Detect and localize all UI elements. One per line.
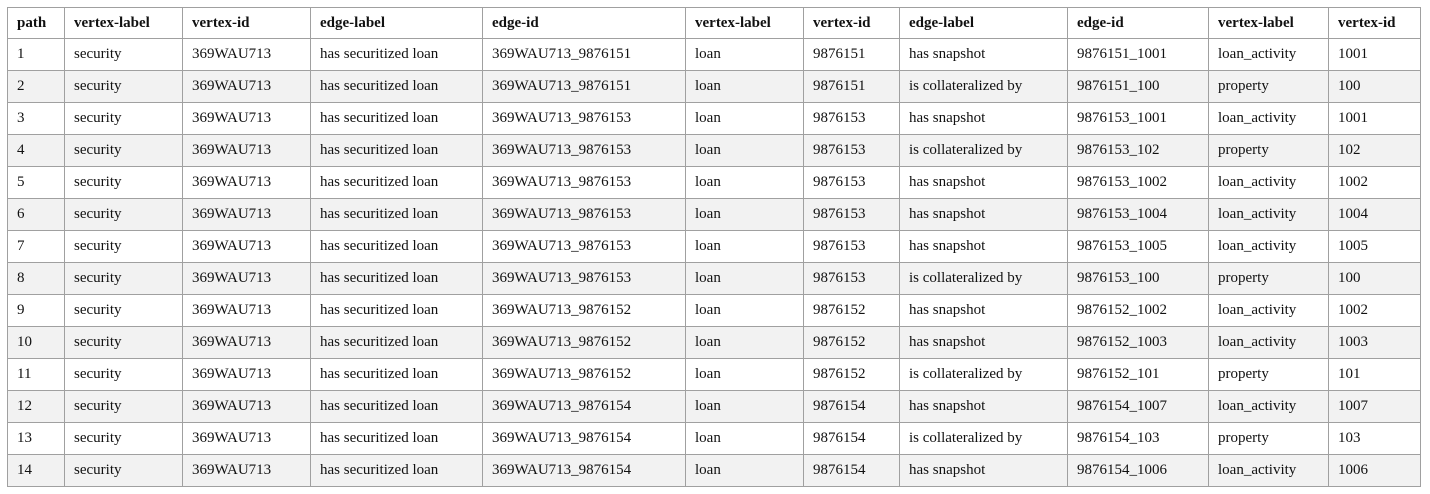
table-cell: 9876154	[804, 391, 900, 423]
table-row	[8, 327, 1421, 359]
table-cell: has securitized loan	[311, 71, 483, 103]
table-cell: loan_activity	[1209, 39, 1329, 71]
table-cell: 369WAU713	[183, 199, 311, 231]
table-cell: security	[65, 423, 183, 455]
table-cell: has snapshot	[900, 295, 1068, 327]
table-cell: loan	[686, 71, 804, 103]
path-number-cell: 7	[8, 231, 65, 263]
table-cell: 369WAU713_9876153	[483, 231, 686, 263]
table-cell: 369WAU713	[183, 231, 311, 263]
table-cell: has securitized loan	[311, 39, 483, 71]
table-cell: is collateralized by	[900, 135, 1068, 167]
table-cell: 369WAU713	[183, 391, 311, 423]
path-number-cell: 10	[8, 327, 65, 359]
table-row	[8, 71, 1421, 103]
table-cell: loan	[686, 455, 804, 487]
table-cell: 1004	[1329, 199, 1421, 231]
table-cell: property	[1209, 71, 1329, 103]
path-number-cell: 3	[8, 103, 65, 135]
table-cell: is collateralized by	[900, 71, 1068, 103]
table-cell: 369WAU713_9876152	[483, 327, 686, 359]
table-cell: 9876153	[804, 199, 900, 231]
table-cell: 9876153_1002	[1068, 167, 1209, 199]
table-cell: has snapshot	[900, 455, 1068, 487]
table-cell: 9876152	[804, 327, 900, 359]
table-cell: 1001	[1329, 39, 1421, 71]
table-cell: loan_activity	[1209, 167, 1329, 199]
column-header-1-vertex-label: vertex-label	[65, 8, 183, 39]
table-cell: 369WAU713_9876153	[483, 167, 686, 199]
table-cell: 369WAU713	[183, 295, 311, 327]
table-cell: 9876153	[804, 103, 900, 135]
table-cell: 9876153	[804, 167, 900, 199]
table-cell: loan	[686, 231, 804, 263]
table-cell: 9876154	[804, 423, 900, 455]
path-number-cell: 4	[8, 135, 65, 167]
table-cell: has securitized loan	[311, 199, 483, 231]
table-cell: has snapshot	[900, 327, 1068, 359]
table-cell: 1005	[1329, 231, 1421, 263]
table-cell: loan	[686, 39, 804, 71]
table-cell: 369WAU713_9876152	[483, 295, 686, 327]
path-number-cell: 14	[8, 455, 65, 487]
table-cell: has securitized loan	[311, 423, 483, 455]
table-cell: 369WAU713_9876153	[483, 263, 686, 295]
table-cell: loan_activity	[1209, 199, 1329, 231]
table-cell: 9876154_1007	[1068, 391, 1209, 423]
table-cell: property	[1209, 135, 1329, 167]
table-header-row	[8, 8, 1421, 39]
table-cell: loan	[686, 135, 804, 167]
table-cell: loan_activity	[1209, 231, 1329, 263]
table-row	[8, 295, 1421, 327]
table-cell: 369WAU713_9876153	[483, 199, 686, 231]
table-cell: has securitized loan	[311, 135, 483, 167]
table-cell: has securitized loan	[311, 103, 483, 135]
table-cell: property	[1209, 359, 1329, 391]
table-cell: loan	[686, 359, 804, 391]
table-cell: 1003	[1329, 327, 1421, 359]
table-cell: 9876154_103	[1068, 423, 1209, 455]
table-cell: 369WAU713	[183, 327, 311, 359]
table-cell: 369WAU713_9876151	[483, 71, 686, 103]
table-cell: 369WAU713	[183, 135, 311, 167]
path-number-cell: 6	[8, 199, 65, 231]
table-cell: 369WAU713_9876152	[483, 359, 686, 391]
table-cell: 9876153	[804, 263, 900, 295]
table-cell: 9876153	[804, 231, 900, 263]
table-cell: 369WAU713_9876151	[483, 39, 686, 71]
path-number-cell: 11	[8, 359, 65, 391]
table-cell: 369WAU713	[183, 39, 311, 71]
table-cell: loan	[686, 103, 804, 135]
table-cell: security	[65, 359, 183, 391]
table-cell: 9876152_101	[1068, 359, 1209, 391]
table-cell: security	[65, 39, 183, 71]
column-header-7-edge-label: edge-label	[900, 8, 1068, 39]
table-cell: 9876154_1006	[1068, 455, 1209, 487]
table-body	[8, 39, 1421, 487]
table-cell: 9876151_1001	[1068, 39, 1209, 71]
table-cell: property	[1209, 263, 1329, 295]
table-cell: 369WAU713	[183, 103, 311, 135]
table-row	[8, 167, 1421, 199]
table-cell: loan_activity	[1209, 327, 1329, 359]
table-cell: 369WAU713_9876153	[483, 103, 686, 135]
table-cell: security	[65, 103, 183, 135]
path-number-cell: 5	[8, 167, 65, 199]
table-cell: security	[65, 295, 183, 327]
column-header-9-vertex-label: vertex-label	[1209, 8, 1329, 39]
table-cell: property	[1209, 423, 1329, 455]
table-cell: security	[65, 199, 183, 231]
table-cell: has snapshot	[900, 391, 1068, 423]
column-header-6-vertex-id: vertex-id	[804, 8, 900, 39]
table-cell: has securitized loan	[311, 263, 483, 295]
table-cell: 1002	[1329, 295, 1421, 327]
table-row	[8, 103, 1421, 135]
table-cell: 9876152_1002	[1068, 295, 1209, 327]
table-cell: 1007	[1329, 391, 1421, 423]
table-cell: has securitized loan	[311, 295, 483, 327]
table-cell: has securitized loan	[311, 391, 483, 423]
table-cell: 1002	[1329, 167, 1421, 199]
table-cell: 369WAU713_9876153	[483, 135, 686, 167]
table-cell: 9876153	[804, 135, 900, 167]
table-cell: 9876153_102	[1068, 135, 1209, 167]
table-cell: is collateralized by	[900, 423, 1068, 455]
table-row	[8, 199, 1421, 231]
table-cell: has securitized loan	[311, 359, 483, 391]
table-cell: 100	[1329, 71, 1421, 103]
table-cell: has snapshot	[900, 103, 1068, 135]
column-header-0-path: path	[8, 8, 65, 39]
table-cell: 369WAU713	[183, 167, 311, 199]
table-cell: 103	[1329, 423, 1421, 455]
table-cell: 100	[1329, 263, 1421, 295]
column-header-4-edge-id: edge-id	[483, 8, 686, 39]
table-cell: 9876153_1001	[1068, 103, 1209, 135]
table-cell: loan	[686, 263, 804, 295]
path-number-cell: 8	[8, 263, 65, 295]
table-row	[8, 135, 1421, 167]
table-cell: 369WAU713	[183, 71, 311, 103]
table-cell: has securitized loan	[311, 167, 483, 199]
table-cell: 369WAU713_9876154	[483, 455, 686, 487]
table-cell: loan	[686, 423, 804, 455]
table-cell: is collateralized by	[900, 359, 1068, 391]
path-number-cell: 2	[8, 71, 65, 103]
table-cell: 369WAU713	[183, 359, 311, 391]
table-cell: is collateralized by	[900, 263, 1068, 295]
table-cell: security	[65, 327, 183, 359]
table-cell: 369WAU713_9876154	[483, 391, 686, 423]
table-cell: 9876151	[804, 39, 900, 71]
table-cell: 369WAU713	[183, 263, 311, 295]
table-cell: 1006	[1329, 455, 1421, 487]
table-row	[8, 423, 1421, 455]
column-header-5-vertex-label: vertex-label	[686, 8, 804, 39]
table-cell: 369WAU713	[183, 455, 311, 487]
table-cell: 9876152_1003	[1068, 327, 1209, 359]
table-row	[8, 231, 1421, 263]
table-cell: security	[65, 231, 183, 263]
table-cell: security	[65, 71, 183, 103]
table-cell: has snapshot	[900, 231, 1068, 263]
table-cell: loan_activity	[1209, 103, 1329, 135]
table-cell: loan	[686, 199, 804, 231]
table-cell: loan	[686, 327, 804, 359]
table-cell: 101	[1329, 359, 1421, 391]
table-cell: security	[65, 391, 183, 423]
table-row	[8, 263, 1421, 295]
table-cell: has securitized loan	[311, 327, 483, 359]
table-row	[8, 455, 1421, 487]
table-row	[8, 39, 1421, 71]
path-number-cell: 12	[8, 391, 65, 423]
table-cell: loan	[686, 391, 804, 423]
table-cell: 9876153_1004	[1068, 199, 1209, 231]
table-cell: 102	[1329, 135, 1421, 167]
table-cell: has snapshot	[900, 199, 1068, 231]
table-cell: 369WAU713_9876154	[483, 423, 686, 455]
table-cell: 9876152	[804, 359, 900, 391]
table-cell: 9876153_1005	[1068, 231, 1209, 263]
table-cell: 369WAU713	[183, 423, 311, 455]
table-cell: has snapshot	[900, 39, 1068, 71]
table-cell: loan	[686, 167, 804, 199]
table-cell: security	[65, 263, 183, 295]
path-number-cell: 13	[8, 423, 65, 455]
table-cell: 9876154	[804, 455, 900, 487]
table-cell: 9876151	[804, 71, 900, 103]
table-cell: 9876152	[804, 295, 900, 327]
column-header-10-vertex-id: vertex-id	[1329, 8, 1421, 39]
table-cell: loan_activity	[1209, 295, 1329, 327]
column-header-2-vertex-id: vertex-id	[183, 8, 311, 39]
table-cell: 9876153_100	[1068, 263, 1209, 295]
path-results-table	[7, 7, 1421, 487]
table-cell: security	[65, 135, 183, 167]
table-cell: loan_activity	[1209, 391, 1329, 423]
table-cell: has securitized loan	[311, 231, 483, 263]
table-cell: has securitized loan	[311, 455, 483, 487]
table-cell: loan_activity	[1209, 455, 1329, 487]
column-header-8-edge-id: edge-id	[1068, 8, 1209, 39]
table-cell: has snapshot	[900, 167, 1068, 199]
path-number-cell: 9	[8, 295, 65, 327]
table-cell: 9876151_100	[1068, 71, 1209, 103]
table-cell: loan	[686, 295, 804, 327]
table-cell: security	[65, 455, 183, 487]
column-header-3-edge-label: edge-label	[311, 8, 483, 39]
table-cell: security	[65, 167, 183, 199]
path-number-cell: 1	[8, 39, 65, 71]
table-row	[8, 391, 1421, 423]
table-cell: 1001	[1329, 103, 1421, 135]
table-row	[8, 359, 1421, 391]
